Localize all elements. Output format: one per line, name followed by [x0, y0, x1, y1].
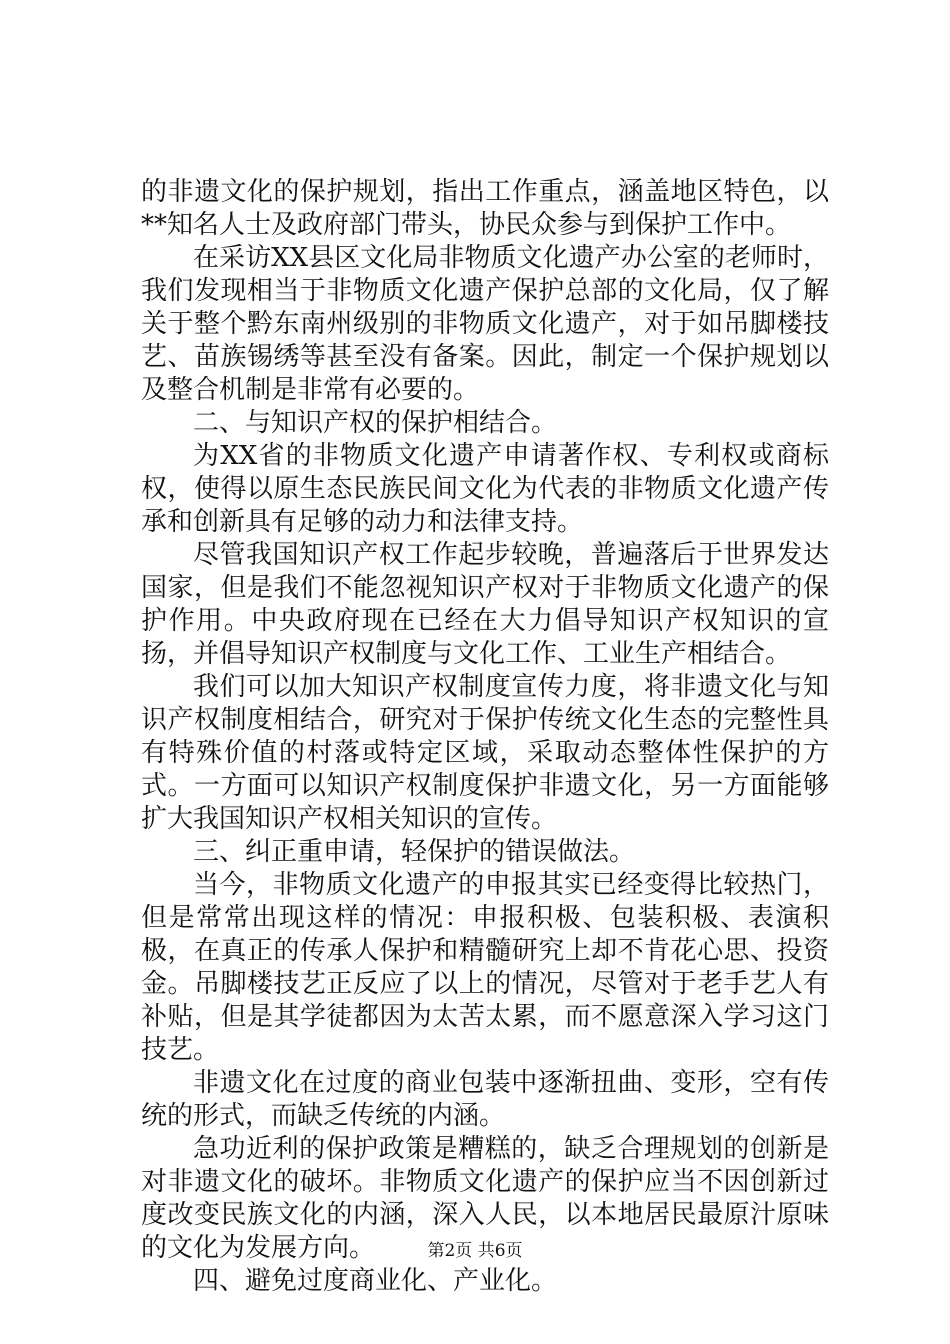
paragraph: 我们可以加大知识产权制度宣传力度，将非遗文化与知识产权制度相结合，研究对于保护传统文化生态的完整性具有特殊价值的村落或特定区域，采取动态整体性保护的方式。一方面可以知识产权制度保护非遗文化，另一方面能够扩大我国知识产权相关知识的宣传。 [141, 672, 829, 834]
document-body [141, 176, 829, 1298]
paragraph: 在采访XX县区文化局非物质文化遗产办公室的老师时，我们发现相当于非物质文化遗产保护总部的文化局，仅了解关于整个黔东南州级别的非物质文化遗产，对于如吊脚楼技艺、苗族锡绣等甚至没有备案。因此，制定一个保护规划以及整合机制是非常有必要的。 [141, 243, 829, 405]
paragraph-continuation: 的非遗文化的保护规划，指出工作重点，涵盖地区特色，以**知名人士及政府部门带头，协民众参与到保护工作中。 [141, 177, 829, 240]
section-heading: 四、避免过度商业化、产业化。 [193, 1266, 558, 1296]
paragraph: 急功近利的保护政策是糟糕的，缺乏合理规划的创新是对非遗文化的破坏。非物质文化遗产的保护应当不因创新过度改变民族文化的内涵，深入人民，以本地居民最原汁原味的文化为发展方向。 [141, 1134, 829, 1263]
paragraph: 当今，非物质文化遗产的申报其实已经变得比较热门，但是常常出现这样的情况：申报积极、包装积极、表演积极，在真正的传承人保护和精髓研究上却不肯花心思、投资金。吊脚楼技艺正反应了以上的情况，尽管对于老手艺人有补贴，但是其学徒都因为太苦太累，而不愿意深入学习这门技艺。 [141, 870, 829, 1065]
paragraph: 为XX省的非物质文化遗产申请著作权、专利权或商标权，使得以原生态民族民间文化为代表的非物质文化遗产传承和创新具有足够的动力和法律支持。 [141, 441, 829, 537]
section-heading: 三、纠正重申请，轻保护的错误做法。 [193, 837, 636, 867]
page-footer [0, 1240, 950, 1262]
section-heading: 二、与知识产权的保护相结合。 [193, 408, 558, 438]
page-number-label: 第2页 共6页 [427, 1241, 523, 1261]
paragraph: 非遗文化在过度的商业包装中逐渐扭曲、变形，空有传统的形式，而缺乏传统的内涵。 [141, 1068, 829, 1131]
paragraph: 尽管我国知识产权工作起步较晚，普遍落后于世界发达国家，但是我们不能忽视知识产权对于非物质文化遗产的保护作用。中央政府现在已经在大力倡导知识产权知识的宣扬，并倡导知识产权制度与文化工作、工业生产相结合。 [141, 540, 829, 669]
